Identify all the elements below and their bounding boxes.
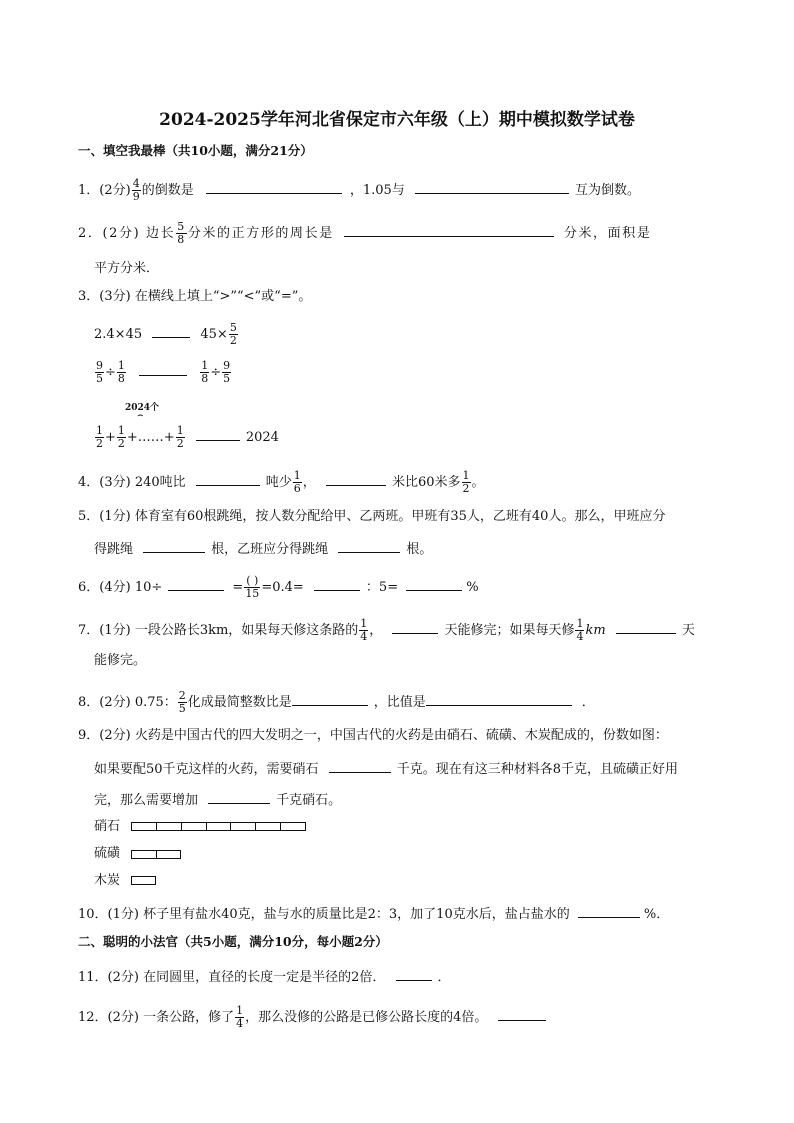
- q7-fraction-1: $\frac{1}{4}$: [360, 617, 368, 643]
- q8-blank-1[interactable]: [292, 691, 368, 706]
- q3-l3-dots: +……+: [126, 430, 175, 445]
- q7-blank-2[interactable]: [616, 619, 676, 634]
- q7-prefix: 7．(1分) 一段公路长3km，如果每天修这条路的: [78, 623, 359, 638]
- q3-brace: ⌢: [137, 410, 144, 421]
- q9-text-4: 千克硝石。: [276, 793, 342, 808]
- q1-text-2: ，1.05与: [349, 183, 405, 198]
- q3-line-1: [94, 322, 239, 347]
- question-5-line-1: 5．(1分) 体育室有60根跳绳，按人数分配给甲、乙两班。甲班有35人，乙班有40人。那么，甲班应分: [78, 509, 666, 524]
- q3-count-label: 2024个: [125, 403, 160, 413]
- question-8: [78, 690, 595, 715]
- bar-part: [182, 823, 207, 830]
- bar-liuhuang: [131, 850, 181, 859]
- q3-l3-plus: +: [105, 430, 116, 445]
- bar-xiaoshi: [131, 822, 306, 831]
- question-2: [78, 221, 651, 246]
- q9-text-2: 千克。现在有这三种材料各8千克，且硫磺正好用: [396, 762, 678, 777]
- q10-text-1: %．: [643, 907, 670, 922]
- q5-blank-2[interactable]: [338, 538, 400, 553]
- q3-l2-op-1: ÷: [105, 365, 116, 380]
- q6-blank-2[interactable]: [314, 576, 360, 591]
- question-9-line-1: 9．(2分) 火药是中国古代的四大发明之一，中国古代的火药是由硝石、硫磺、木炭配成的，份数如图：: [78, 728, 668, 743]
- q11-text-1: ．: [437, 970, 451, 985]
- q4-text-1: 吨少: [265, 475, 292, 490]
- q3-l2-op-2: ÷: [210, 365, 222, 380]
- q12-fraction: $\frac{1}{4}$: [236, 1004, 244, 1030]
- q3-blank-2[interactable]: [139, 361, 187, 376]
- bar-part: [132, 851, 157, 858]
- question-9-line-2: [94, 758, 678, 779]
- q2-blank-1[interactable]: [344, 222, 554, 237]
- q4-text-4: 。: [471, 475, 485, 490]
- q1-prefix: 1．(2分): [78, 183, 131, 198]
- section-2-heading: 二、聪明的小法官（共5小题，满分10分，每小题2分）: [78, 934, 388, 949]
- q2-prefix: 2．(2分) 边长: [78, 226, 176, 241]
- bar-part: [132, 877, 155, 884]
- q7-text-2: 天能修完；如果每天修: [444, 623, 575, 638]
- q3-l2-frac-a: $\frac{9}{5}$: [96, 359, 103, 385]
- q10-blank[interactable]: [578, 903, 640, 918]
- q3-l1-right: 45×: [200, 327, 228, 342]
- q4-text-3: 米比60米多: [391, 475, 461, 490]
- q6-text-3: %: [466, 580, 479, 595]
- bar-part: [207, 823, 232, 830]
- q12-prefix: 12．(2分) 一条公路，修了: [78, 1010, 235, 1025]
- question-3-stem: 3．(3分) 在横线上填上“>”“<”或“=”。: [78, 289, 312, 304]
- question-7: [78, 618, 695, 643]
- label-mutan: 木炭: [94, 873, 121, 888]
- q6-text-2: ：5=: [365, 580, 399, 595]
- q6-prefix: 6．(4分) 10÷: [78, 580, 163, 595]
- label-liuhuang: 硫磺: [94, 846, 121, 861]
- question-11: [78, 966, 451, 987]
- q3-l2-frac-b: $\frac{1}{8}$: [117, 359, 125, 385]
- q12-blank[interactable]: [498, 1006, 546, 1021]
- q4-blank-2[interactable]: [326, 471, 386, 486]
- q4-text-2: ，: [302, 475, 316, 490]
- bar-mutan: [131, 876, 156, 885]
- question-1: [78, 178, 640, 203]
- q5-blank-1[interactable]: [143, 538, 205, 553]
- q3-blank-3[interactable]: [196, 426, 240, 441]
- q7-text-1: ，: [369, 623, 383, 638]
- q3-l3-frac-1: $\frac{1}{2}$: [96, 424, 103, 450]
- q8-fraction: $\frac{2}{5}$: [178, 689, 186, 715]
- q1-blank-2[interactable]: [415, 179, 569, 194]
- q3-l1-fraction: $\frac{5}{2}$: [229, 321, 237, 347]
- q9-blank-2[interactable]: [208, 789, 270, 804]
- q12-text-1: ，那么没修的公路是已修公路长度的4倍。: [245, 1010, 488, 1025]
- q3-l3-frac-2: $\frac{1}{2}$: [117, 424, 125, 450]
- q9-text-3: 完，那么需要增加: [94, 793, 199, 808]
- q8-text-2: ，比值是: [373, 695, 426, 710]
- question-4: [78, 470, 485, 495]
- q5-text-2: 根，乙班应分得跳绳: [211, 542, 329, 557]
- label-xiaoshi: 硝石: [94, 819, 121, 834]
- section-1-heading: 一、填空我最棒（共10小题，满分21分）: [78, 143, 313, 158]
- q1-fraction: $\frac{4}{9}$: [132, 177, 140, 203]
- q9-blank-1[interactable]: [329, 758, 391, 773]
- q7-fraction-2: $\frac{1}{4}$: [576, 617, 584, 643]
- q6-fraction: $\frac{( )}{15}$: [245, 574, 260, 600]
- q3-blank-1[interactable]: [152, 323, 190, 338]
- q1-text-1: 的倒数是: [141, 183, 194, 198]
- q2-text-1: 分米的正方形的周长是: [187, 226, 334, 241]
- bar-part: [281, 823, 305, 830]
- q6-text-1: =0.4=: [261, 580, 304, 595]
- q3-line-2: [94, 360, 232, 385]
- q2-text-3: 平方分米．: [94, 261, 160, 276]
- bar-part: [132, 823, 157, 830]
- q7-unit: km: [585, 623, 606, 638]
- q5-text-1: 得跳绳: [94, 542, 134, 557]
- q4-fraction-1: $\frac{1}{6}$: [293, 469, 301, 495]
- q2-fraction: $\frac{5}{8}$: [177, 220, 186, 246]
- question-9-line-3: [94, 789, 341, 810]
- q1-blank-1[interactable]: [206, 179, 342, 194]
- bar-part: [157, 823, 182, 830]
- question-10: [78, 903, 669, 924]
- question-12: [78, 1005, 552, 1030]
- q11-prefix: 11．(2分) 在同圆里，直径的长度一定是半径的2倍．: [78, 970, 386, 985]
- q3-l2-frac-c: $\frac{1}{8}$: [201, 359, 209, 385]
- bar-part: [256, 823, 281, 830]
- q9-text-1: 如果要配50千克这样的火药，需要硝石: [94, 762, 319, 777]
- question-5-line-2: [94, 538, 432, 559]
- q7-line-2: 能修完。: [94, 653, 147, 668]
- q5-text-3: 根。: [406, 542, 433, 557]
- q7-text-3: 天: [681, 623, 695, 638]
- bar-part: [231, 823, 256, 830]
- q3-l2-frac-d: $\frac{9}{5}$: [223, 359, 231, 385]
- q4-prefix: 4．(3分) 240吨比: [78, 475, 186, 490]
- q10-prefix: 10．(1分) 杯子里有盐水40克，盐与水的质量比是2：3，加了10克水后，盐占盐水的: [78, 907, 570, 922]
- q3-l3-frac-3: $\frac{1}{2}$: [176, 424, 184, 450]
- q6-blank-3[interactable]: [406, 576, 462, 591]
- q8-text-1: 化成最简整数比是: [187, 695, 292, 710]
- q2-text-2: 分米，面积是: [563, 226, 652, 241]
- bar-part: [157, 851, 181, 858]
- q4-fraction-2: $\frac{1}{2}$: [462, 469, 470, 495]
- q8-blank-2[interactable]: [426, 691, 572, 706]
- question-6: 6．(4分) 10÷ = $\frac{( )}{15}$ =0.4= ：5= %: [78, 574, 479, 600]
- q3-l3-right: 2024: [245, 430, 279, 445]
- q4-blank-1[interactable]: [196, 471, 260, 486]
- q11-blank[interactable]: [396, 966, 432, 981]
- q3-line-3: [94, 425, 279, 450]
- q8-text-3: ．: [581, 695, 595, 710]
- q3-l1-left: 2.4×45: [94, 327, 143, 342]
- q7-blank-1[interactable]: [392, 619, 438, 634]
- q8-prefix: 8．(2分) 0.75：: [78, 695, 177, 710]
- exam-title: 2024-2025学年河北省保定市六年级（上）期中模拟数学试卷: [159, 110, 635, 130]
- q6-blank-1[interactable]: [168, 576, 224, 591]
- q1-text-3: 互为倒数。: [574, 183, 640, 198]
